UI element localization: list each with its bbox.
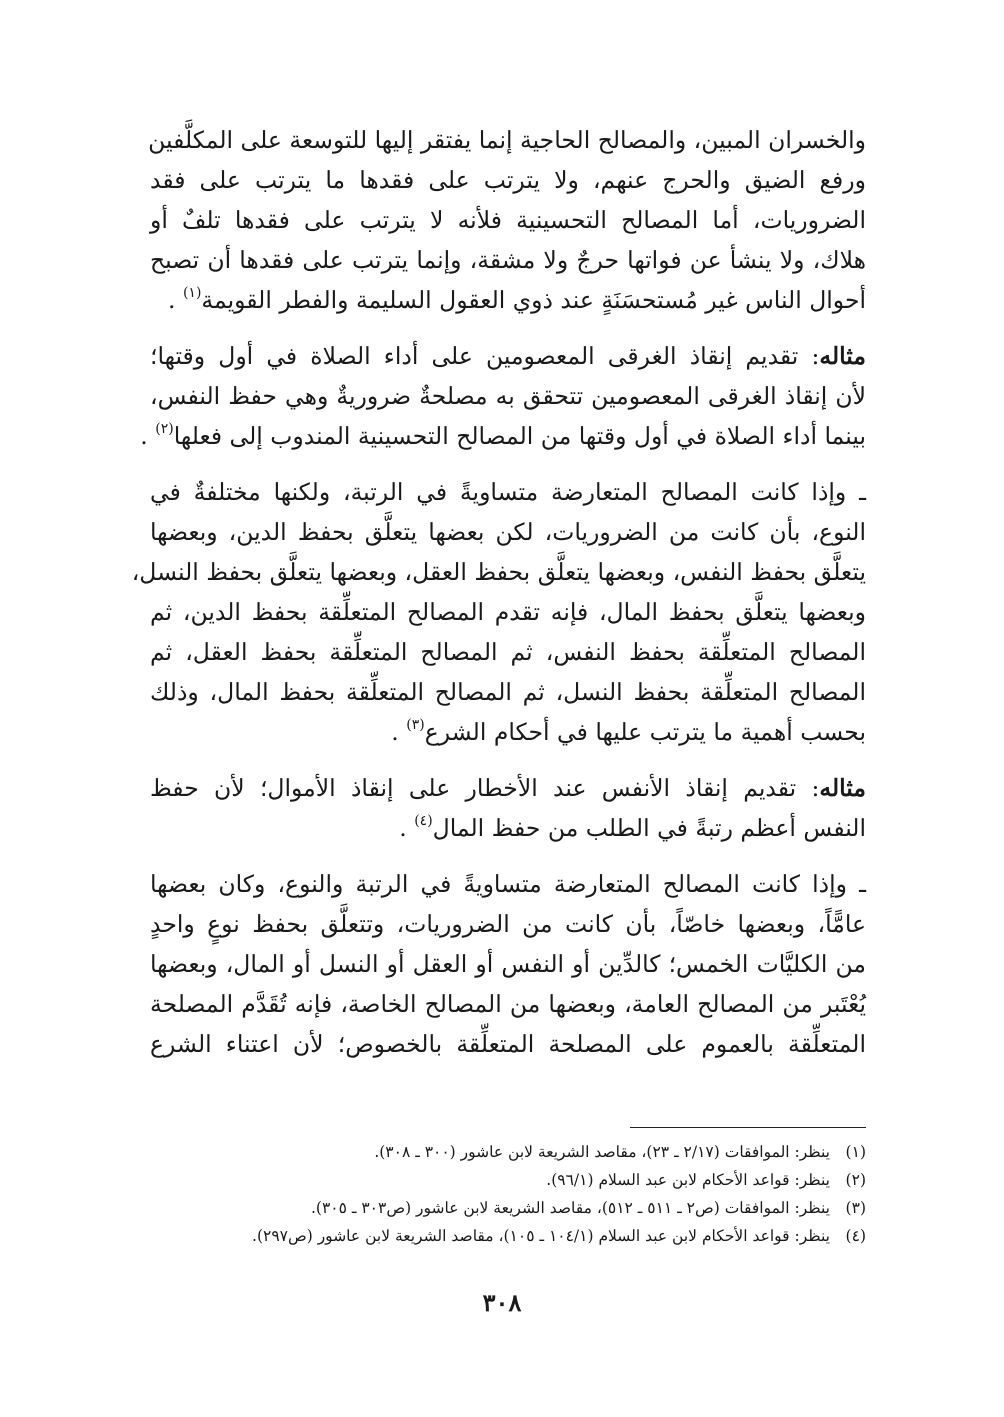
- footnote-text: ينظر: الموافقات (٢/١٧ ـ ٢٣)، مقاصد الشريعة لابن عاشور (٣٠٠ ـ ٣٠٨).: [374, 1143, 830, 1161]
- text-segment: النفس أعظم رتبةً في الطلب من حفظ المال: [432, 814, 866, 842]
- period: .: [140, 422, 148, 450]
- text-line: المصالح المتعلِّقة بحفظ النسل، ثم المصالح المتعلِّقة بحفظ المال، وذلك: [150, 678, 866, 706]
- text-line: النوع، بأن كانت من الضروريات، لكن بعضها يتعلَّق بحفظ الدين، وبعضها: [150, 518, 866, 546]
- text-line: ـ وإذا كانت المصالح المتعارضة متساويةً في الرتبة، ولكنها مختلفةٌ في: [150, 478, 866, 506]
- footnote-2: [150, 1166, 866, 1194]
- text-line: وبعضها يتعلَّق بحفظ المال، فإنه تقدم المصالح المتعلِّقة بحفظ الدين، ثم: [150, 598, 866, 626]
- text-line-last: [150, 712, 866, 752]
- paragraph-2: [140, 336, 866, 456]
- example-label: مثاله: [819, 342, 866, 370]
- footnote-number: (٢): [845, 1171, 866, 1189]
- text-line: يتعلَّق بحفظ النفس، وبعضها يتعلَّق بحفظ العقل، وبعضها يتعلَّق بحفظ النسل،: [131, 558, 866, 586]
- example-label: مثاله: [819, 774, 866, 802]
- text-segment: : تقديم إنقاذ الغرقى المعصومين على أداء الصلاة في أول وقتها؛: [150, 342, 820, 370]
- text-segment: أحوال الناس غير مُستحسَنَةٍ عند ذوي العقول السليمة والفطر القويمة: [201, 286, 866, 314]
- text-line-last: [140, 416, 866, 456]
- text-line: المتعلِّقة بالعموم على المصلحة المتعلِّقة بالخصوص؛ لأن اعتناء الشرع: [150, 1030, 866, 1058]
- period: .: [399, 814, 407, 842]
- footnote-number: (٤): [845, 1227, 866, 1245]
- paragraph-3: [131, 472, 866, 752]
- text-line: عامًّاً، وبعضها خاصّاً، بأن كانت من الضروريات، وتتعلَّق بحفظ نوعٍ واحدٍ: [150, 910, 866, 938]
- text-segment: بحسب أهمية ما يترتب عليها في أحكام الشرع: [424, 718, 866, 746]
- text-line: لأن إنقاذ الغرقى المعصومين تتحقق به مصلحةٌ ضروريةٌ وهي حفظ النفس،: [150, 382, 866, 410]
- footnote-text: ينظر: قواعد الأحكام لابن عبد السلام (٩٦/١).: [546, 1171, 830, 1189]
- main-text: [131, 120, 866, 1077]
- footnote-ref-3: (٣): [406, 717, 425, 734]
- text-line: [150, 768, 866, 808]
- paragraph-1: [150, 120, 866, 320]
- text-segment: : تقديم إنقاذ الأنفس عند الأخطار على إنقاذ الأموال؛ لأن حفظ: [150, 774, 820, 802]
- text-line: من الكليَّات الخمس؛ كالدِّين أو النفس أو العقل أو النسل أو المال، وبعضها: [150, 950, 866, 978]
- period: .: [167, 286, 176, 314]
- text-line: المصالح المتعلِّقة بحفظ النفس، ثم المصالح المتعلِّقة بحفظ العقل، ثم: [150, 638, 866, 666]
- footnote-number: (٣): [845, 1199, 866, 1217]
- footnote-number: (١): [845, 1143, 866, 1161]
- footnotes: [150, 1138, 866, 1250]
- footnote-separator: [630, 1127, 866, 1128]
- paragraph-4: [150, 768, 866, 848]
- text-segment: بينما أداء الصلاة في أول وقتها من المصالح التحسينية المندوب إلى فعلها: [173, 422, 866, 450]
- footnote-ref-4: (٤): [414, 813, 433, 830]
- footnote-1: [150, 1138, 866, 1166]
- page-number: ٣٠٨: [482, 1288, 522, 1317]
- text-line: ـ وإذا كانت المصالح المتعارضة متساويةً في الرتبة والنوع، وكان بعضها: [150, 870, 866, 898]
- footnote-text: ينظر: قواعد الأحكام لابن عبد السلام (١٠٤/١ ـ ١٠٥)، مقاصد الشريعة لابن عاشور (ص٢٩٧).: [252, 1227, 830, 1245]
- footnote-ref-2: (٢): [155, 421, 174, 438]
- paragraph-5: [150, 864, 866, 1064]
- text-line: والخسران المبين، والمصالح الحاجية إنما يفتقر إليها للتوسعة على المكلَّفين: [148, 126, 866, 154]
- footnote-4: [150, 1222, 866, 1250]
- footnote-text: ينظر: الموافقات (ص٢ ـ ٥١١ ـ ٥١٢)، مقاصد الشريعة لابن عاشور (ص٣٠٣ ـ ٣٠٥).: [310, 1199, 830, 1217]
- text-line: هلاك، ولا ينشأ عن فواتها حرجٌ ولا مشقة، وإنما يترتب على فقدها أن تصبح: [150, 246, 866, 274]
- text-line: يُعْتَبر من المصالح العامة، وبعضها من المصالح الخاصة، فإنه تُقَدَّم المصلحة: [150, 990, 866, 1018]
- text-line-last: [150, 280, 866, 320]
- text-line-last: [150, 808, 866, 848]
- text-line: الضروريات، أما المصالح التحسينية فلأنه لا يترتب على فقدها تلفٌ أو: [150, 206, 866, 234]
- period: .: [391, 718, 399, 746]
- footnote-ref-1: (١): [182, 285, 202, 302]
- footnote-3: [150, 1194, 866, 1222]
- text-line: ورفع الضيق والحرج عنهم، ولا يترتب على فقدها ما يترتب على فقد: [150, 166, 866, 194]
- text-line: [150, 336, 866, 376]
